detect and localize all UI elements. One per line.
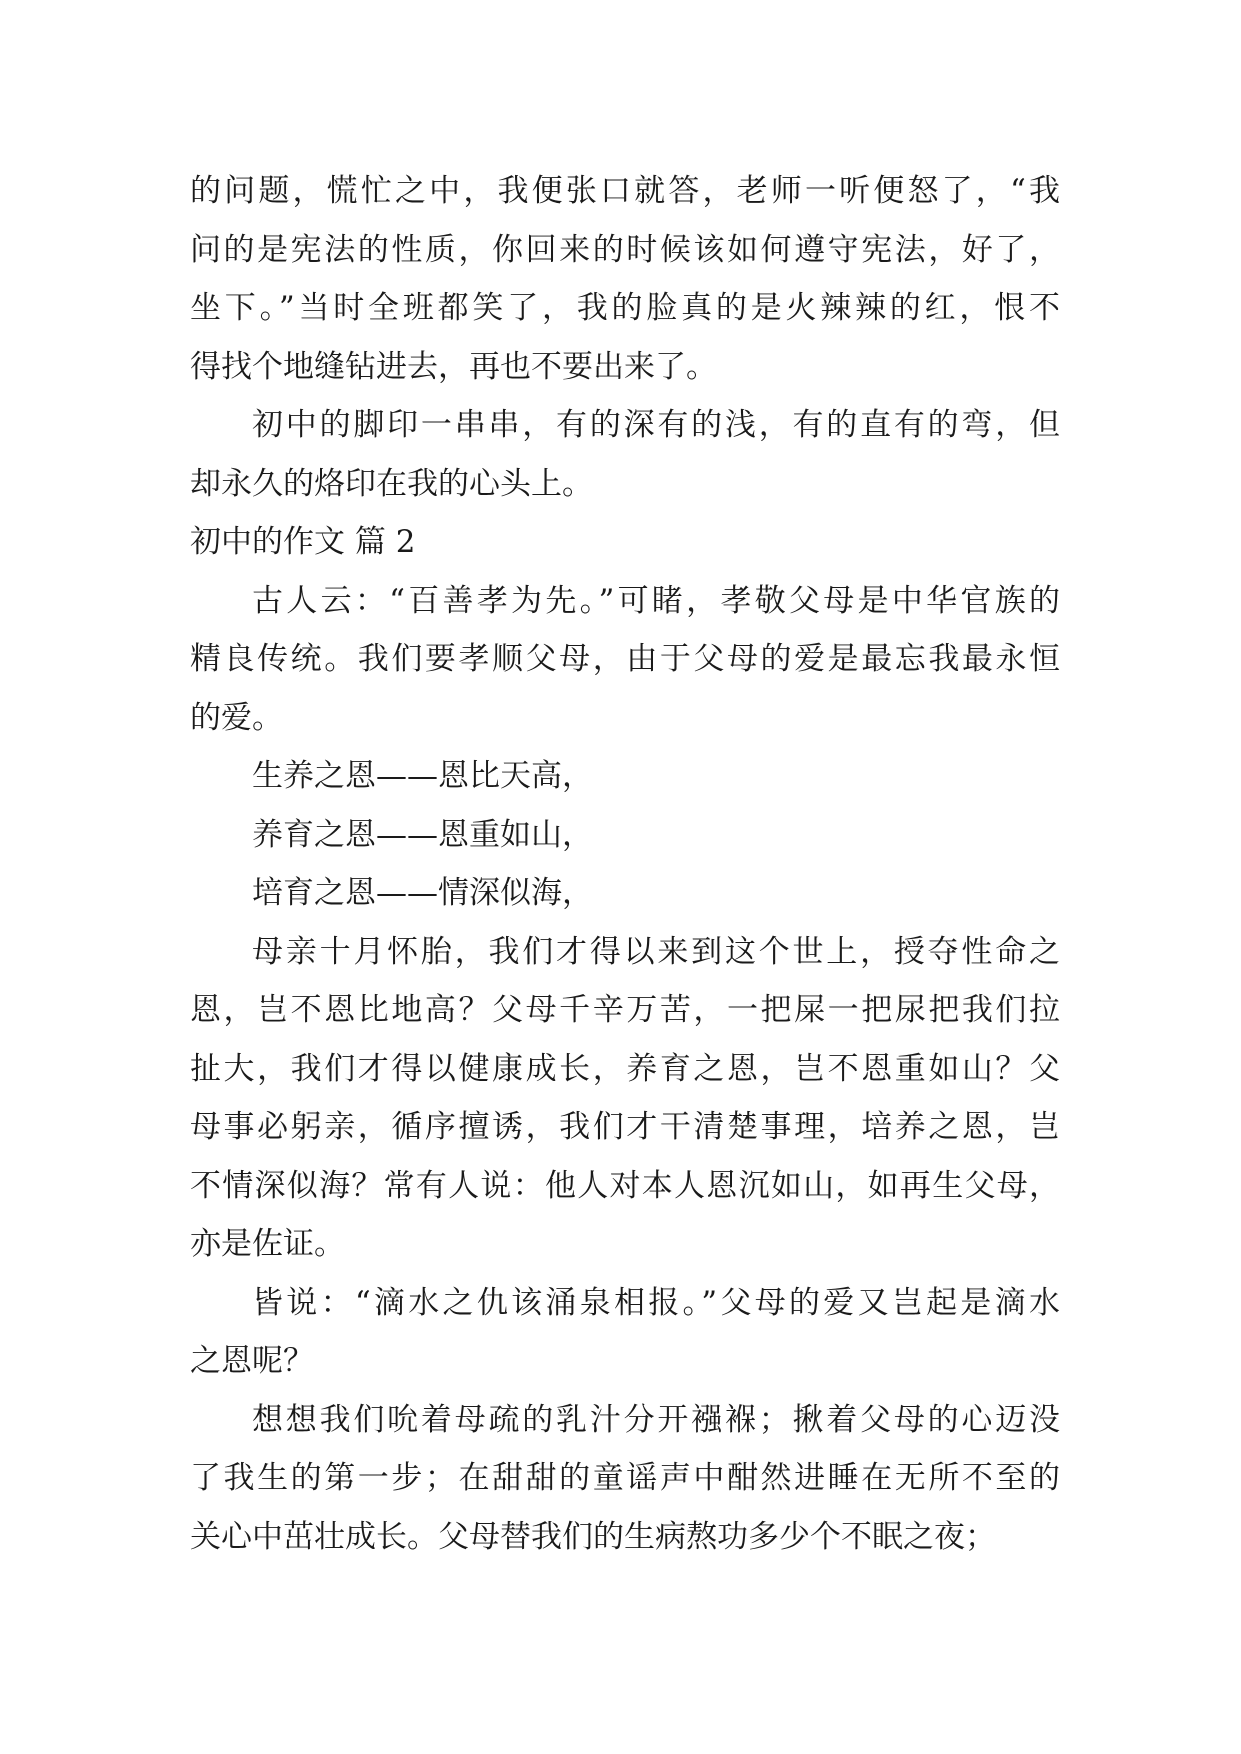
paragraph (190, 747, 1060, 806)
text-line: 扯大，我们才得以健康成长，养育之恩，岂不恩重如山？父 (190, 1050, 1060, 1087)
paragraph (190, 1274, 1060, 1391)
paragraph (190, 396, 1060, 513)
text-line: 不情深似海？常有人说：他人对本人恩沉如山，如再生父母， (190, 1167, 1060, 1204)
text-line: 了我生的第一步；在甜甜的童谣声中酣然进睡在无所不至的 (190, 1460, 1060, 1496)
text-line: 初中的脚印一串串，有的深有的浅，有的直有的弯，但 (252, 407, 1060, 443)
text-line: 亦是佐证。 (190, 1226, 345, 1262)
text-line: 恩，岂不恩比地高？父母千辛万苦，一把屎一把尿把我们拉 (190, 992, 1060, 1028)
paragraph (190, 162, 1060, 396)
text-line: 坐下。”当时全班都笑了，我的脸真的是火辣辣的红，恨不 (190, 290, 1060, 326)
text-line: 得找个地缝钻进去，再也不要出来了。 (190, 348, 717, 385)
document-body (190, 162, 1060, 1566)
text-line: 精良传统。我们要孝顺父母，由于父母的爱是最忘我最永恒 (190, 641, 1060, 677)
paragraph (190, 806, 1060, 865)
text-line: 之恩呢？ (190, 1343, 314, 1379)
text-line: 的爱。 (190, 699, 283, 736)
text-line: 母事必躬亲，循序擅诱，我们才干清楚事理，培养之恩，岂 (190, 1109, 1060, 1145)
section-heading: 初中的作文 篇 2 (190, 524, 416, 560)
text-line: 的问题，慌忙之中，我便张口就答，老师一听便怒了，“我 (190, 173, 1060, 209)
text-line: 却永久的烙印在我的心头上。 (190, 465, 593, 502)
paragraph (190, 572, 1060, 748)
text-line: 问的是宪法的性质，你回来的时候该如何遵守宪法，好了， (190, 231, 1060, 268)
text-line: 古人云：“百善孝为先。”可睹，孝敬父母是中华官族的 (252, 582, 1060, 619)
text-line: 培育之恩——情深似海， (252, 875, 593, 911)
paragraph (190, 864, 1060, 923)
text-line: 母亲十月怀胎，我们才得以来到这个世上，授夺性命之 (252, 933, 1060, 970)
text-line: 生养之恩——恩比天高， (252, 758, 593, 794)
text-line: 关心中茁壮成长。父母替我们的生病熬功多少个不眠之夜； (190, 1518, 996, 1555)
paragraph (190, 1391, 1060, 1567)
text-line: 养育之恩——恩重如山， (252, 816, 593, 853)
text-line: 想想我们吮着母疏的乳汁分开襁褓；揪着父母的心迈没 (252, 1401, 1060, 1438)
text-line: 皆说：“滴水之仇该涌泉相报。”父母的爱又岂起是滴水 (252, 1284, 1060, 1321)
paragraph (190, 923, 1060, 1274)
